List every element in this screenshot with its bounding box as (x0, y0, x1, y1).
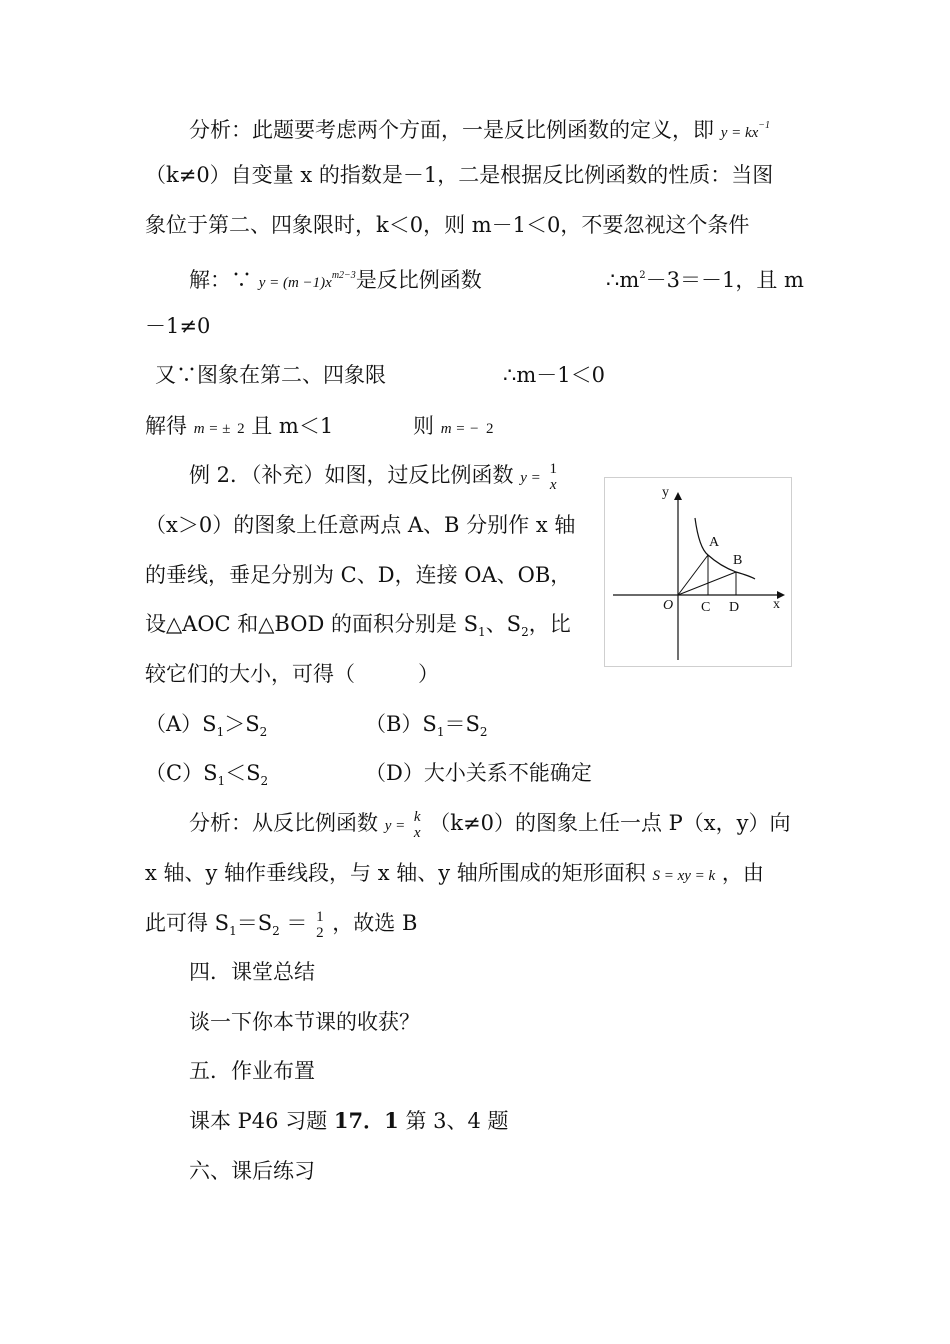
y-axis-arrow (674, 492, 682, 500)
hyperbola-figure (604, 477, 792, 667)
solution-line-2: －1≠0 (145, 314, 211, 338)
example-2-line-2: （x＞0）的图象上任意两点 A、B 分别作 x 轴 (145, 513, 576, 537)
example-2-line-5: 较它们的大小，可得（ ） (145, 662, 439, 686)
hyperbola-curve (695, 518, 755, 579)
hyperbola-svg (605, 478, 791, 666)
solution-root-final: m = − (440, 421, 480, 437)
one-half-fraction: 1 2 (316, 908, 324, 941)
example-2-line-4: 设△AOC 和△BOD 的面积分别是 $S_1$、$S_2$，比 (145, 612, 571, 639)
analysis-2-line-3: 此可得 $S_1=S_2$ ＝ 1 2 ，故选 B (145, 908, 418, 941)
example-2-line-1: 例 2．（补充）如图，过反比例函数 y = 1 x (189, 460, 557, 493)
section-4-text: 谈一下你本节课的收获？ (189, 1010, 420, 1034)
label-c: C (701, 600, 711, 615)
option-c: $(C)S_1<S_2$ (145, 761, 269, 788)
solution-formula: $y = (m -1)x^{m2-3}$ (258, 270, 356, 291)
solution-line-1: 解：∵ $y = (m -1)x^{m2-3}$是反比例函数 (189, 268, 482, 292)
solution-line-3-right: ∴m－1＜0 (503, 363, 605, 387)
label-x: x (773, 597, 780, 612)
solution-line-4: 解得 m = ± 2 且 m＜1 (145, 414, 334, 438)
example-2-line-3: 的垂线，垂足分别为 C、D，连接 OA、OB， (145, 563, 572, 587)
section-5-text: 课本 P46 习题 17．1 第 3、4 题 (189, 1108, 509, 1133)
analysis-1-line-2: （k≠0）自变量 x 的指数是－1，二是根据反比例函数的性质：当图 (145, 163, 774, 187)
label-a: A (709, 535, 720, 550)
section-4-heading: 四．课堂总结 (189, 960, 315, 984)
reciprocal-fraction: 1 x (549, 460, 557, 493)
label-o: O (663, 598, 674, 613)
solution-line-4-result: 则 m = − 2 (413, 414, 494, 438)
label-b: B (733, 553, 743, 568)
k-over-x-fraction: k x (413, 808, 421, 841)
solution-root-1: m = ± (193, 421, 231, 437)
label-d: D (729, 600, 740, 615)
label-y: y (662, 485, 669, 500)
option-d: （D）大小关系不能确定 (365, 761, 592, 785)
solution-line-3-left: 又∵图象在第二、四象限 (155, 363, 386, 387)
solution-line-1-right: $\therefore m^2-3=-1$，且 m (606, 268, 804, 292)
analysis-1-text: 分析：此题要考虑两个方面，一是反比例函数的定义，即 (189, 118, 714, 142)
analysis-1-line-1 (189, 111, 770, 148)
section-5-heading: 五．作业布置 (189, 1059, 315, 1083)
definition-formula: $y = kx^{-1}$ (720, 120, 771, 141)
area-formula: S = xy = k (652, 868, 716, 884)
option-b: $(B)S_1=S_2$ (365, 712, 488, 739)
section-6-heading: 六、课后练习 (189, 1159, 315, 1183)
analysis-2-line-2: x 轴、y 轴作垂线段，与 x 轴、y 轴所围成的矩形面积 S = xy = k ，由 (145, 861, 764, 885)
analysis-2-line-1: 分析：从反比例函数 y = k x （k≠0）的图象上任一点 P（x，y）向 (189, 808, 791, 841)
option-a: $(A)S_1>S_2$ (145, 712, 268, 739)
analysis-1-line-3: 象位于第二、四象限时，k＜0，则 m－1＜0，不要忽视这个条件 (145, 213, 750, 237)
